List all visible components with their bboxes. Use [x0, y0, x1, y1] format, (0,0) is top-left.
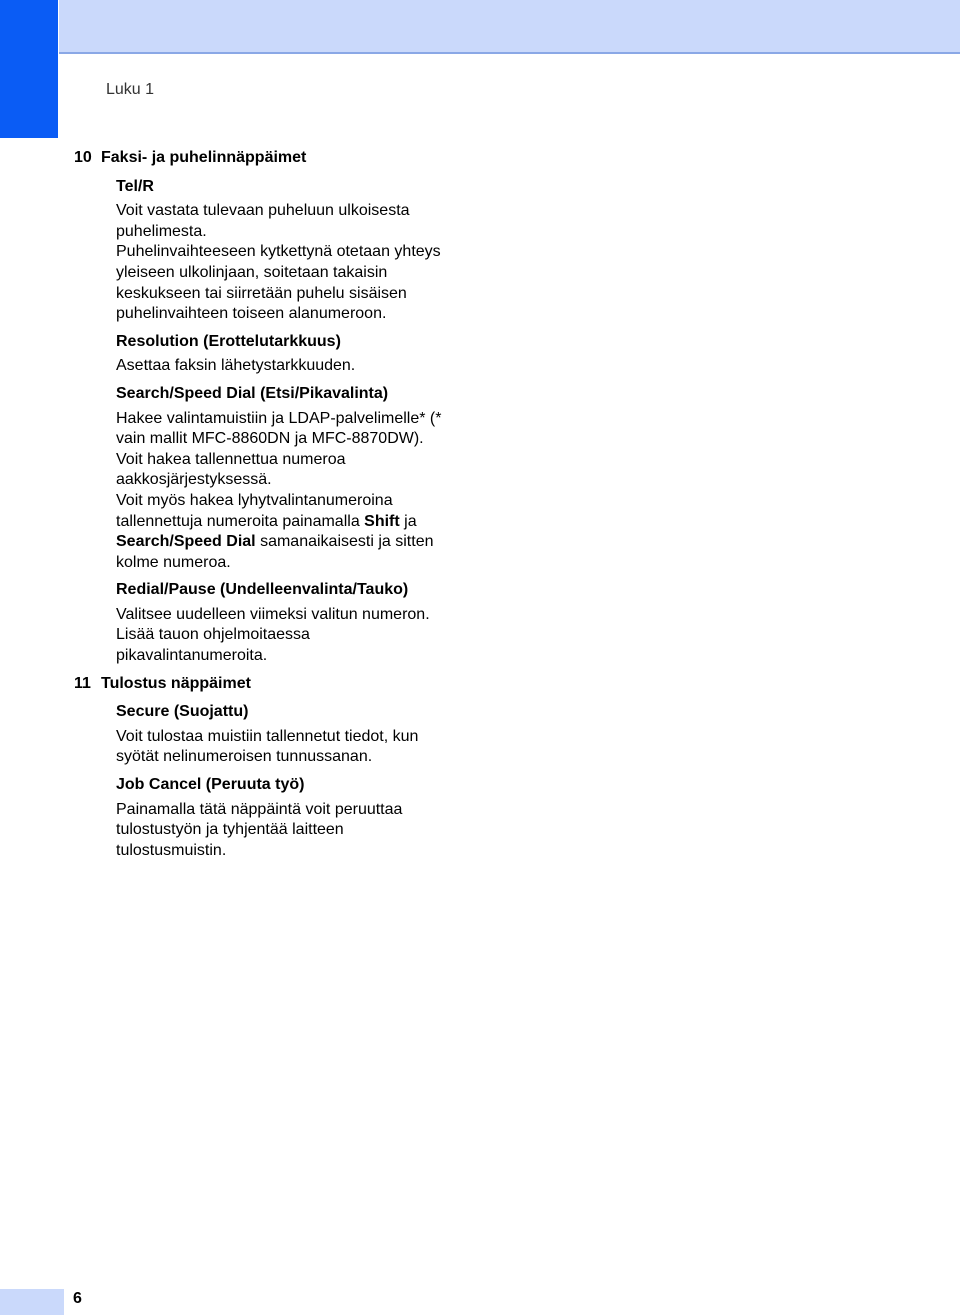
key-description: Valitsee uudelleen viimeksi valitun numeron. Lisää tauon ohjelmoitaessa pikavalintanumeroita.: [116, 605, 430, 665]
header-band: [59, 0, 960, 54]
key-description-rich: [116, 491, 448, 573]
section-number: 11: [74, 674, 91, 692]
page-content: [74, 148, 494, 868]
key-title: Redial/Pause (Undelleenvalinta/Tauko): [116, 581, 409, 599]
key-tel-r: [116, 177, 494, 325]
key-job-cancel: [116, 775, 494, 861]
section-heading-10: [74, 148, 494, 169]
rich-text: ja: [399, 512, 417, 530]
key-redial-pause: [116, 580, 494, 666]
key-search-speed-dial-name: Search/Speed Dial: [116, 533, 256, 551]
key-description: Voit vastata tulevaan puheluun ulkoisesta puhelimesta.: [116, 202, 410, 240]
page-number: 6: [73, 1290, 82, 1307]
key-title: Search/Speed Dial (Etsi/Pikavalinta): [116, 384, 389, 402]
chapter-side-tab: [0, 0, 58, 138]
footer-band: [0, 1289, 64, 1315]
section-heading-11: [74, 674, 494, 695]
key-title: Tel/R: [116, 177, 154, 195]
key-description: Puhelinvaihteeseen kytkettynä otetaan yhteys yleiseen ulkolinjaan, soitetaan takaisin keskukseen tai siirretään puhelu sisäisen puhelinvaihteen toiseen alanumeroon.: [116, 243, 441, 323]
key-title: Job Cancel (Peruuta työ): [116, 776, 305, 794]
section-number: 10: [74, 149, 92, 166]
rich-text: Voit myös hakea lyhytvalintanumeroina tallennettuja numeroita painamalla: [116, 491, 393, 530]
key-title: Secure (Suojattu): [116, 703, 249, 721]
key-title: Resolution (Erottelutarkkuus): [116, 332, 341, 350]
rich-text: samanaikaisesti ja sitten kolme numeroa.: [116, 533, 434, 571]
key-description: Asettaa faksin lähetystarkkuuden.: [116, 357, 356, 375]
key-description: Voit hakea tallennettua numeroa aakkosjärjestyksessä.: [116, 450, 346, 489]
section-10-items: [74, 177, 494, 667]
chapter-label: Luku 1: [106, 81, 155, 98]
key-search-speed-dial: [116, 384, 494, 573]
section-title: Faksi- ja puhelinnäppäimet: [101, 149, 307, 166]
section-11-items: [74, 702, 494, 861]
key-resolution: [116, 332, 494, 377]
section-title: Tulostus näppäimet: [101, 674, 251, 692]
key-description: Voit tulostaa muistiin tallennetut tiedot, kun syötät nelinumeroisen tunnussanan.: [116, 727, 419, 766]
key-description: Hakee valintamuistiin ja LDAP-palvelimelle* (* vain mallit MFC-8860DN ja MFC-8870DW).: [116, 409, 442, 448]
key-secure: [116, 702, 494, 768]
key-description: Painamalla tätä näppäintä voit peruuttaa tulostustyön ja tyhjentää laitteen tulostusmuistin.: [116, 800, 403, 859]
key-shift: Shift: [364, 512, 400, 530]
